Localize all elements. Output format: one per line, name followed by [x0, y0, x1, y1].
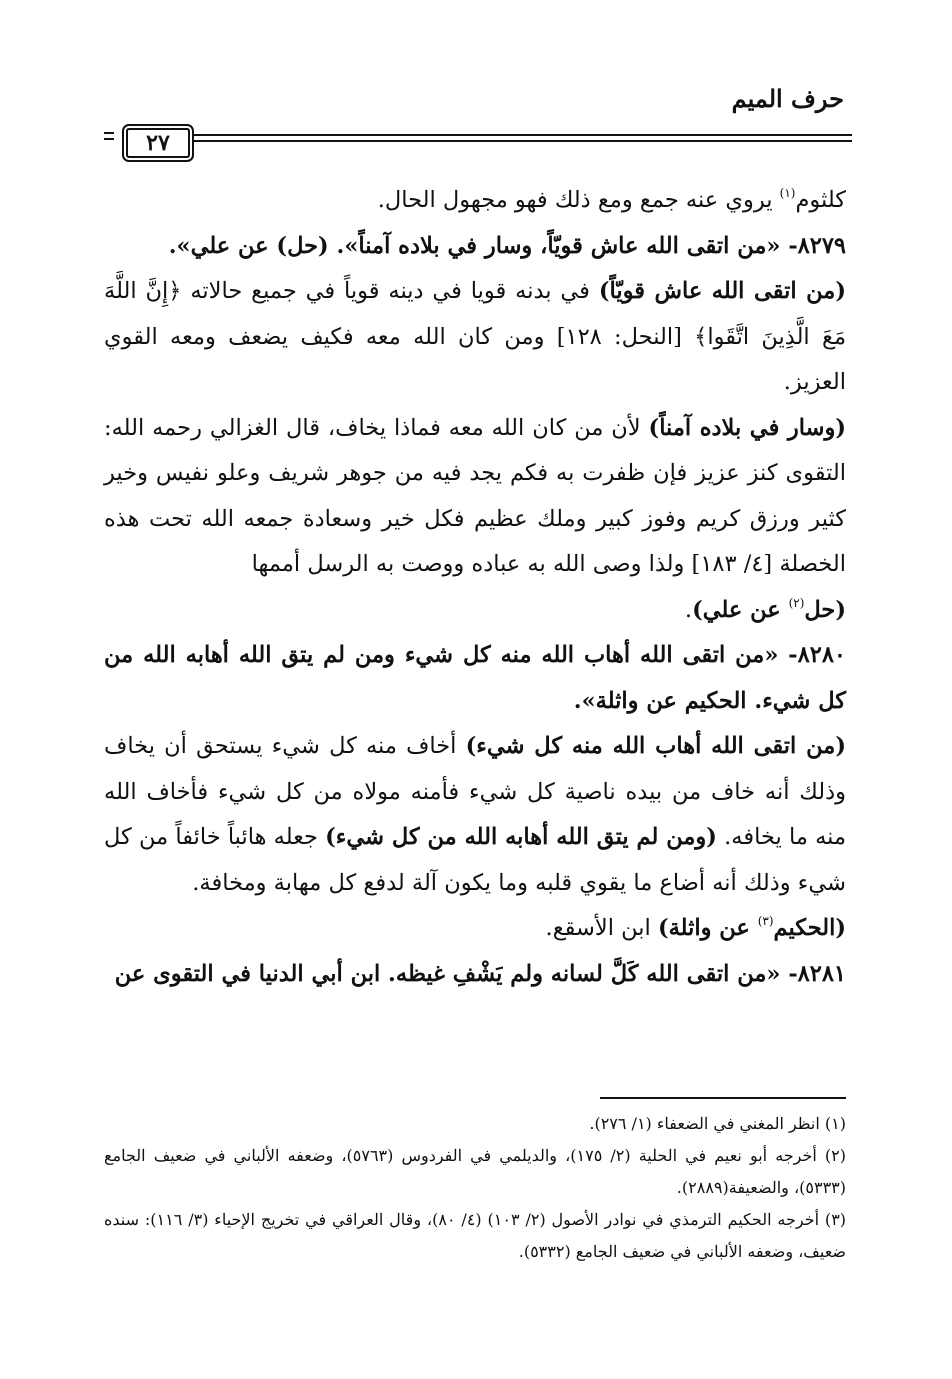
- hadith-number: ٨٢٨٠-: [778, 642, 846, 668]
- text-run: جعله هائباً خائفاً من كل شيء وذلك أنه أضاع ما يقوي قلبه وما يكون آلة لدفع كل مهابة ومخافة.: [104, 824, 846, 896]
- footnote-3: (٣) أخرجه الحكيم الترمذي في نوادر الأصول (٢/ ١٠٣) (٤/ ٨٠)، وقال العراقي في تخريج الإحياء (٣/ ١١٦): سنده ضعيف، وضعفه الألباني في ضعيف الجامع (٥٣٣٢).: [104, 1210, 847, 1261]
- source-ref: عن واثلة): [657, 915, 758, 941]
- text-run: .: [684, 596, 693, 623]
- footnote-ref-3[interactable]: (٣): [757, 914, 774, 928]
- hadith-number: ٨٢٨١-: [780, 960, 846, 987]
- commentary-source: [104, 588, 846, 634]
- footnote-2: (٢) أخرجه أبو نعيم في الحلية (٢/ ١٧٥)، والديلمي في الفردوس (٥٧٦٣)، وضعفه الألباني في ضعيف الجامع (٥٣٣٣)، والضعيفة(٢٨٨٩).: [104, 1146, 847, 1197]
- footnote-separator: [600, 1097, 846, 1099]
- header-rule: [100, 128, 852, 158]
- hadith-8280: [104, 633, 846, 724]
- source-ref: عن علي): [692, 596, 789, 623]
- hadith-text: «من اتقى الله كَلَّ لسانه ولم يَشْفِ غيظه. ابن أبي الدنيا في التقوى عن: [114, 960, 781, 987]
- rule-tick: [104, 132, 114, 144]
- text-run: يروي عنه جمع ومع ذلك فهو مجهول الحال.: [377, 187, 780, 213]
- quoted-phrase: (من اتقى الله أهاب الله منه كل شيء): [465, 733, 846, 759]
- text-run: كلثوم: [795, 187, 846, 213]
- commentary-paragraph: [104, 269, 846, 406]
- hadith-text: «من اتقى الله أهاب الله منه كل شيء ومن لم يتق الله أهابه الله من كل شيء. الحكيم عن واثلة».: [104, 642, 846, 714]
- paragraph-continuation: [104, 178, 846, 224]
- footnote-ref-1[interactable]: (١): [779, 186, 796, 200]
- text-run: في بدنه قويا في دينه قوياً في جميع حالاته ﴿إِنَّ اللَّهَ مَعَ الَّذِينَ اتَّقَوا﴾ [النحل: ١٢٨] ومن كان الله معه فكيف يضعف ومعه القوي العزيز.: [104, 278, 846, 395]
- hadith-8281: [104, 952, 846, 998]
- commentary-source: [104, 906, 846, 952]
- quoted-phrase: (وسار في بلاده آمناً): [648, 414, 846, 441]
- text-run: ابن الأسقع.: [545, 915, 658, 941]
- text-run: لأن من كان الله معه فماذا يخاف، قال الغزالي رحمه الله: التقوى كنز عزيز فإن ظفرت به فكم يجد فيه من جوهر شريف وعلو نفيس وخير كثير ورزق كريم وفوز كبير وملك عظيم فكل خير وسعادة جمعه الله تحت هذه الخصلة [٤/ ١٨٣] ولذا وصى الله به عباده ووصت به الرسل أممها: [104, 414, 846, 577]
- quoted-phrase: (من اتقى الله عاش قويّاً): [598, 278, 846, 304]
- footnote-1: (١) انظر المغني في الضعفاء (١/ ٢٧٦).: [589, 1114, 846, 1133]
- source-ref: (الحكيم: [773, 915, 846, 941]
- footnotes: [104, 1108, 846, 1268]
- hadith-8279: [104, 224, 846, 270]
- page-number: ٢٧: [126, 128, 190, 158]
- quoted-phrase: (ومن لم يتق الله أهابه الله من كل شيء): [325, 824, 717, 850]
- chapter-title: حرف الميم: [731, 84, 844, 113]
- commentary-paragraph: [104, 406, 846, 588]
- header-double-line: [192, 134, 852, 146]
- text-run: أخاف منه كل شيء يستحق أن يخاف وذلك أنه خاف من بيده ناصية كل شيء فأمنه مولاه من كل شيء فأخاف الله منه ما يخافه.: [104, 733, 846, 850]
- main-text: [104, 178, 846, 997]
- commentary-paragraph: [104, 724, 846, 906]
- source-ref: (حل: [804, 596, 846, 623]
- hadith-number: ٨٢٧٩-: [780, 232, 846, 259]
- footnote-ref-2[interactable]: (٢): [788, 595, 805, 610]
- page-header: [100, 84, 852, 154]
- hadith-text: «من اتقى الله عاش قويّاً، وسار في بلاده آمناً». (حل) عن علي».: [168, 232, 781, 259]
